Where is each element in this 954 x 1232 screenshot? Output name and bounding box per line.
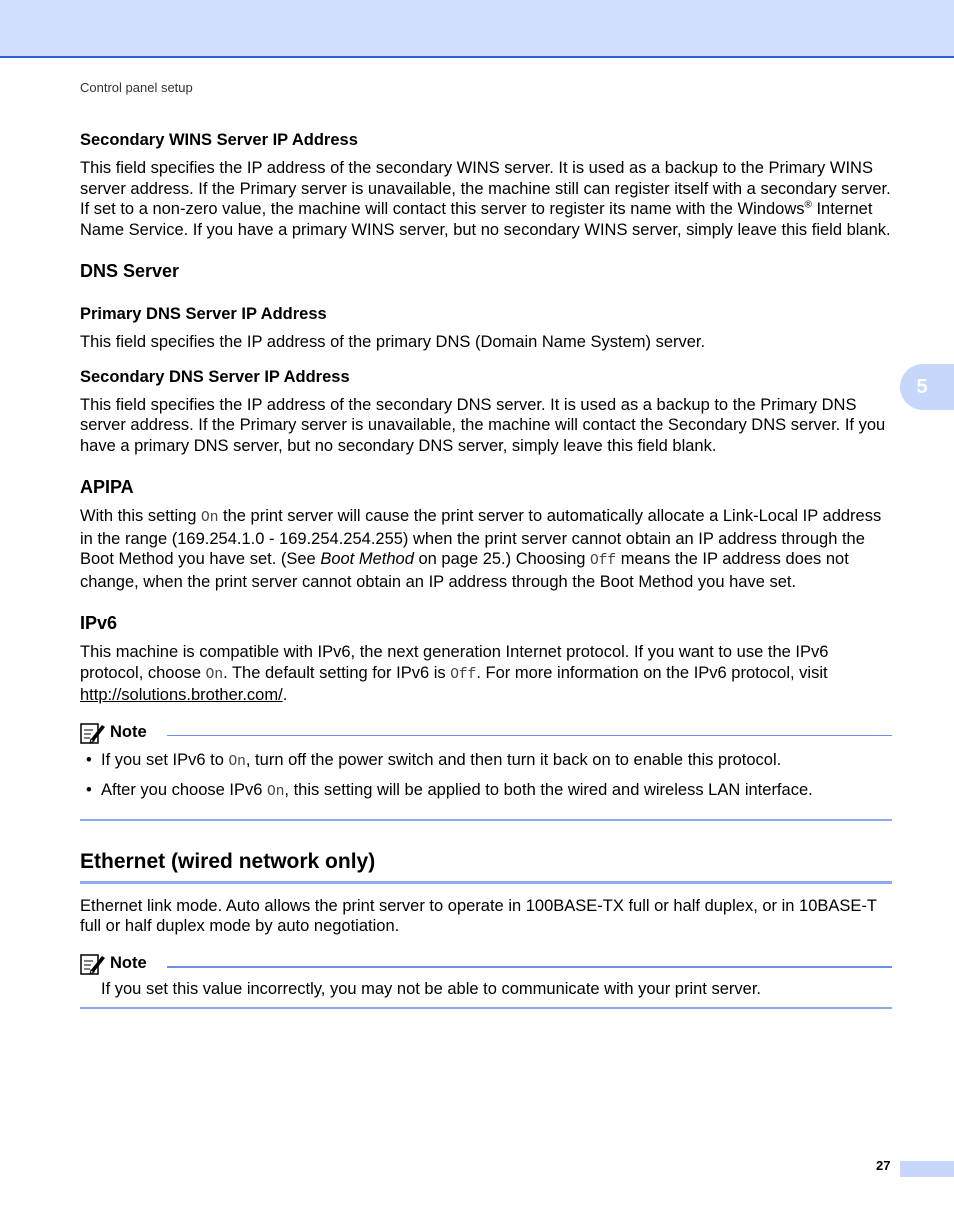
- page-number: 27: [876, 1158, 891, 1173]
- page-content: [80, 130, 892, 1009]
- code-on: On: [228, 753, 246, 770]
- brother-solutions-link[interactable]: http://solutions.brother.com/: [80, 686, 283, 704]
- note-text: If you set this value incorrectly, you may not be able to communicate with your print server.: [101, 979, 761, 998]
- paragraph-ethernet: Ethernet link mode. Auto allows the print server to operate in 100BASE-TX full or half duplex, or in 10BASE-T full or half duplex mode by auto negotiation.: [80, 896, 877, 935]
- note-label: Note: [110, 954, 147, 972]
- heading-dns-server: DNS Server: [80, 261, 180, 281]
- paragraph-apipa: With this setting On the print server will cause the print server to automatically allocate a Link-Local IP address in the range (169.254.1.0 - 169.254.254.255) when the print server cannot obtain an IP address through the Boot Method you have set. (See Boot Method on page 25.) Choosing Off means the IP address does not change, when the print server cannot obtain an IP address through the Boot Method you have set.: [80, 507, 882, 591]
- paragraph-ipv6: This machine is compatible with IPv6, the next generation Internet protocol. If you want to use the IPv6 protocol, choose On. The default setting for IPv6 is Off. For more information on the IPv6 protocol, visit http://solutions.brother.com/.: [80, 643, 829, 704]
- code-off: Off: [590, 553, 617, 569]
- heading-ethernet: Ethernet (wired network only): [80, 849, 892, 884]
- note-list-item: • If you set IPv6 to On, turn off the power switch and then turn it back on to enable this protocol.: [86, 750, 782, 770]
- paragraph-primary-dns: This field specifies the IP address of the primary DNS (Domain Name System) server.: [80, 333, 706, 351]
- heading-secondary-dns: Secondary DNS Server IP Address: [80, 367, 350, 386]
- heading-ipv6: IPv6: [80, 613, 118, 633]
- paragraph-secondary-wins: This field specifies the IP address of the secondary WINS server. It is used as a backup to the Primary WINS server address. If the Primary server is unavailable, the machine still can register itself with a secondary server. If set to a non-zero value, the machine will contact this server to register its name with the Windows® Internet Name Service. If you have a primary WINS server, but no secondary WINS server, simply leave this field blank.: [80, 159, 891, 239]
- code-on: On: [267, 784, 285, 800]
- running-head: Control panel setup: [80, 80, 193, 95]
- note-list-item: • After you choose IPv6 On, this setting will be applied to both the wired and wireless LAN interface.: [86, 781, 813, 800]
- note-box-ethernet: [80, 951, 892, 1010]
- note-pencil-icon: [80, 952, 106, 976]
- chapter-tab[interactable]: 5: [900, 364, 954, 410]
- note-label: Note: [110, 723, 147, 741]
- heading-secondary-wins: Secondary WINS Server IP Address: [80, 131, 358, 149]
- code-on: On: [205, 666, 224, 683]
- footer-band: [900, 1161, 954, 1177]
- note-box-ipv6: [80, 720, 892, 821]
- code-off: Off: [450, 666, 477, 683]
- code-on: On: [201, 510, 219, 526]
- heading-primary-dns: Primary DNS Server IP Address: [80, 305, 327, 323]
- registered-mark: ®: [804, 199, 812, 211]
- boot-method-reference[interactable]: Boot Method: [320, 550, 414, 568]
- heading-apipa: APIPA: [80, 477, 134, 497]
- paragraph-secondary-dns: This field specifies the IP address of the secondary DNS server. It is used as a backup to the Primary DNS server address. If the Primary server is unavailable, the machine will contact the Secondary DNS server. If you have a primary DNS server, but no secondary DNS server, simply leave this field blank.: [80, 395, 886, 455]
- note-pencil-icon: [80, 721, 106, 745]
- header-band: [0, 0, 954, 58]
